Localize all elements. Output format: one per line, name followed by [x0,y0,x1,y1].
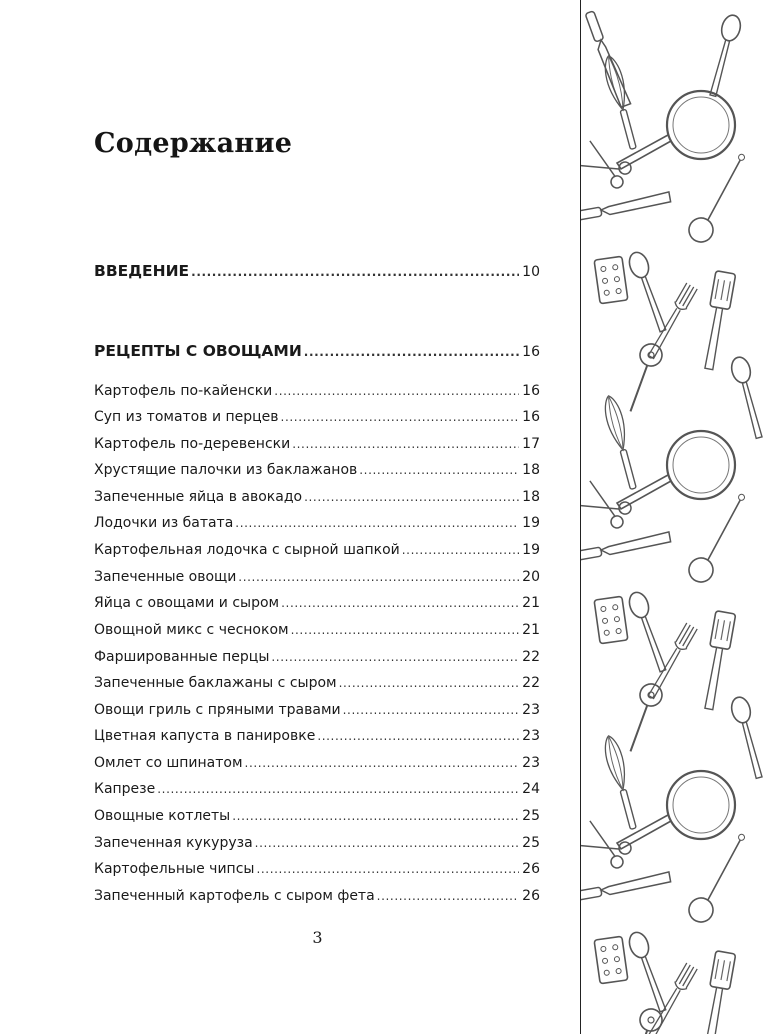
dot-leader [281,594,519,612]
dot-leader [256,860,519,878]
toc-page-number: 16 [522,383,540,399]
utensils-illustration [581,0,768,1034]
toc-entry[interactable] [94,754,540,772]
dot-leader [255,834,520,852]
dot-leader [232,807,519,825]
pattern-tile-middle [581,394,768,780]
dot-leader [291,621,520,639]
toc-section-introduction[interactable] [94,262,540,281]
toc-page-number: 22 [522,675,540,691]
toc-entry-label: Запеченные овощи [94,569,237,585]
toc-page-number: 16 [522,409,540,425]
toc-entry[interactable] [94,621,540,639]
dot-leader [402,541,519,559]
toc-entry-label: Цветная капуста в панировке [94,728,316,744]
dot-leader [274,382,519,400]
toc-page-number: 18 [522,489,540,505]
toc-entry[interactable] [94,727,540,745]
page-number: 3 [312,928,323,947]
toc-page-number: 23 [522,728,540,744]
toc-entry[interactable] [94,488,540,506]
dot-leader [377,887,520,905]
toc-entry[interactable] [94,860,540,878]
toc-entry[interactable] [94,648,540,666]
dot-leader [317,727,519,745]
toc-entry[interactable] [94,408,540,426]
toc-entry[interactable] [94,594,540,612]
toc-entry-label: Хрустящие палочки из баклажанов [94,462,358,478]
toc-entry-label: Лодочки из батата [94,515,234,531]
toc-entry-label: Суп из томатов и перцев [94,409,279,425]
toc-entry-label: Овощные котлеты [94,808,231,824]
toc-entry[interactable] [94,807,540,825]
toc-entry[interactable] [94,887,540,905]
pattern-tile-bottom [581,734,748,1034]
toc-entry-label: Овощной микс с чесноком [94,622,289,638]
toc-entry[interactable] [94,568,540,586]
dot-leader [359,461,519,479]
toc-page-number: 21 [522,622,540,638]
dot-leader [235,514,519,532]
toc-entry-label: Картофель по-деревенски [94,436,291,452]
page-title: Содержание [94,128,293,159]
toc-page-number: 18 [522,462,540,478]
toc-entry-label: Капрезе [94,781,156,797]
dot-leader [281,408,520,426]
toc-entry[interactable] [94,674,540,692]
toc-page-number: 17 [522,436,540,452]
toc-page-number: 21 [522,595,540,611]
toc-entry[interactable] [94,461,540,479]
toc-page-number: 26 [522,861,540,877]
dot-leader [238,568,519,586]
toc-entry[interactable] [94,701,540,719]
dot-leader [271,648,519,666]
toc-entry[interactable] [94,382,540,400]
toc-entry-label: Овощи гриль с пряными травами [94,702,341,718]
toc-page-number: 19 [522,515,540,531]
dot-leader [292,435,519,453]
toc-page-number: 22 [522,649,540,665]
toc-page-number: 16 [522,344,540,360]
toc-entry-label: Омлет со шпинатом [94,755,243,771]
toc-page-number: 23 [522,755,540,771]
toc-entry-label: Картофельная лодочка с сырной шапкой [94,542,400,558]
toc-page-number: 26 [522,888,540,904]
toc-entry-label: Запеченные баклажаны с сыром [94,675,337,691]
toc-page-number: 19 [522,542,540,558]
kitchen-utensils-pattern [580,0,768,1034]
toc-entry[interactable] [94,435,540,453]
toc-page-number: 23 [522,702,540,718]
dot-leader [304,343,519,361]
dot-leader [191,263,519,281]
toc-entry-label: Запеченные яйца в авокадо [94,489,303,505]
toc-entry-label: Картофельные чипсы [94,861,255,877]
dot-leader [157,780,519,798]
pattern-tile-top [581,10,768,440]
toc-entry-label: Запеченный картофель с сыром фета [94,888,375,904]
toc-page-number: 24 [522,781,540,797]
toc-entry[interactable] [94,780,540,798]
toc-entry-label: Фаршированные перцы [94,649,270,665]
toc-section-label: РЕЦЕПТЫ С ОВОЩАМИ [94,342,302,360]
toc-page-number: 25 [522,835,540,851]
dot-leader [304,488,519,506]
toc-section-label: ВВЕДЕНИЕ [94,262,190,280]
toc-entry-label: Яйца с овощами и сыром [94,595,280,611]
toc-entry-label: Картофель по-кайенски [94,383,273,399]
toc-page-number: 25 [522,808,540,824]
toc-entry[interactable] [94,541,540,559]
toc-entry-label: Запеченная кукуруза [94,835,253,851]
toc-entry[interactable] [94,514,540,532]
dot-leader [343,701,520,719]
dot-leader [339,674,520,692]
toc-section-vegetable-recipes[interactable] [94,342,540,361]
toc-page-number: 10 [522,264,540,280]
toc-page-number: 20 [522,569,540,585]
dot-leader [245,754,520,772]
toc-entry[interactable] [94,834,540,852]
